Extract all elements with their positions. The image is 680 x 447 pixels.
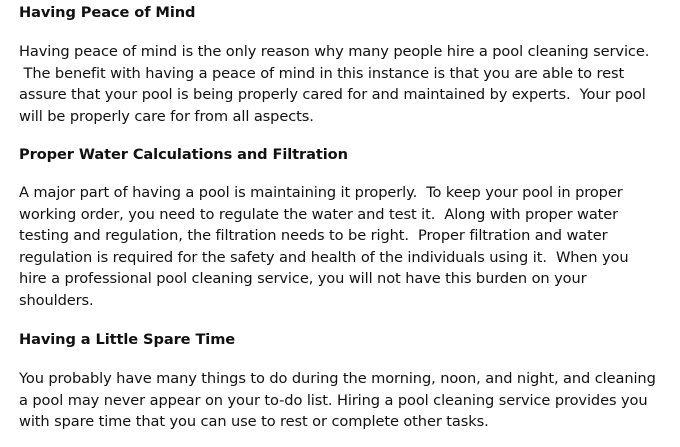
section-heading-spare-time: Having a Little Spare Time: [19, 331, 236, 348]
paragraph-line: a pool may never appear on your to-do list. Hiring a pool cleaning service provides you: [19, 391, 648, 409]
paragraph-line: testing and regulation, the filtration needs to be right. Proper filtration and water: [19, 227, 608, 244]
paragraph-line: You probably have many things to do during the morning, noon, and night, and cleaning: [19, 370, 656, 387]
paragraph-line: regulation is required for the safety and health of the individuals using it. When you: [19, 248, 629, 266]
section-heading-water-calculations: Proper Water Calculations and Filtration: [19, 146, 348, 163]
section-heading-peace-of-mind: Having Peace of Mind: [19, 4, 196, 21]
paragraph-line: with spare time that you can use to rest or complete other tasks.: [19, 413, 489, 430]
paragraph-line: Having peace of mind is the only reason why many people hire a pool cleaning service.: [19, 43, 650, 60]
paragraph-line: will be properly care for from all aspects.: [19, 107, 314, 125]
paragraph-line: working order, you need to regulate the water and test it. Along with proper water: [19, 205, 619, 223]
paragraph-line: shoulders.: [19, 291, 94, 309]
paragraph-line: assure that your pool is being properly cared for and maintained by experts. Your pool: [19, 86, 646, 103]
section-paragraph-spare-time: [19, 368, 666, 433]
paragraph-line: A major part of having a pool is maintaining it properly. To keep your pool in proper: [19, 184, 623, 201]
section-paragraph-peace-of-mind: [19, 41, 666, 127]
paragraph-line: The benefit with having a peace of mind in this instance is that you are able to rest: [19, 64, 625, 82]
paragraph-line: hire a professional pool cleaning service, you will not have this burden on your: [19, 270, 587, 287]
section-paragraph-water-calculations: [19, 182, 666, 311]
